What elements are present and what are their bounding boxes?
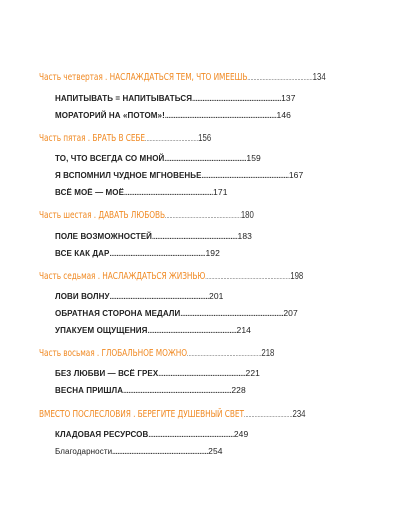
toc-chapter-title: Благодарности [55, 447, 113, 456]
toc-part-title: Часть шестая . ДАВАТЬ ЛЮБОВЬ [39, 210, 165, 221]
toc-page-number: 159 [246, 153, 261, 163]
toc-chapter-entry[interactable] [55, 110, 291, 120]
toc-chapter-title: Я ВСПОМНИЛ ЧУДНОЕ МГНОВЕНЬЕ [55, 171, 202, 180]
toc-leader-dots: ......................................................... [109, 294, 210, 301]
toc-chapter-title: ЛОВИ ВОЛНУ [55, 292, 110, 301]
toc-chapter-title: МОРАТОРИЙ НА «ПОТОМ»! [55, 111, 165, 120]
toc-part-title: ВМЕСТО ПОСЛЕСЛОВИЯ . БЕРЕГИТЕ ДУШЕВНЫЙ СВЕТ [39, 409, 244, 420]
toc-leader-dots: .................................................. [164, 213, 241, 220]
toc-chapter-entry[interactable] [55, 153, 261, 163]
toc-part-entry[interactable] [39, 72, 335, 83]
toc-chapter-title: ВСЁ МОЁ — МОЁ [55, 188, 125, 197]
toc-chapter-title: НАПИТЫВАТЬ = НАПИТЫВАТЬСЯ [55, 94, 193, 103]
toc-part-entry[interactable] [39, 409, 359, 420]
toc-chapter-entry[interactable] [55, 187, 228, 197]
toc-leader-dots: ................................................. [148, 432, 234, 439]
toc-leader-dots: ................................................... [124, 190, 214, 197]
toc-page-number: 156 [198, 133, 212, 144]
toc-leader-dots: ................................ [243, 412, 293, 419]
toc-page-number: 228 [231, 385, 246, 395]
toc-leader-dots: ........................................................... [180, 311, 284, 318]
toc-part-entry[interactable] [39, 210, 320, 221]
toc-leader-dots: ....................................................... [109, 251, 206, 258]
toc-page-number: 180 [240, 210, 254, 221]
toc-chapter-entry[interactable] [55, 291, 224, 301]
toc-page-number: 218 [261, 348, 275, 359]
toc-page-number: 171 [213, 187, 228, 197]
toc-leader-dots: .................................................. [201, 173, 289, 180]
toc-chapter-title: КЛАДОВАЯ РЕСУРСОВ [55, 430, 149, 439]
toc-page-number: 137 [281, 93, 296, 103]
toc-part-entry[interactable] [39, 133, 304, 144]
toc-chapter-title: ВЕСНА ПРИШЛА [55, 386, 124, 395]
toc-chapter-entry[interactable] [55, 170, 303, 180]
toc-page-number: 254 [208, 446, 223, 456]
toc-leader-dots: ........................................................ [205, 274, 291, 281]
toc-part-title: Часть пятая . БРАТЬ В СЕБЕ [39, 133, 146, 144]
toc-chapter-title: ПОЛЕ ВОЗМОЖНОСТЕЙ [55, 232, 153, 241]
toc-leader-dots: ................................................. [187, 351, 262, 358]
toc-page-number: 234 [292, 409, 306, 420]
toc-chapter-title: ТО, ЧТО ВСЕГДА СО МНОЙ [55, 154, 165, 163]
toc-part-title: Часть четвертая . НАСЛАЖДАТЬСЯ ТЕМ, ЧТО ИМЕЕШЬ [39, 72, 248, 83]
toc-chapter-entry[interactable] [55, 93, 296, 103]
toc-page-number: 146 [276, 110, 292, 120]
toc-chapter-entry[interactable] [55, 446, 223, 456]
toc-chapter-entry[interactable] [55, 368, 260, 378]
toc-chapter-entry[interactable] [55, 325, 251, 335]
toc-page-number: 167 [288, 170, 304, 180]
toc-leader-dots: ................................................... [192, 96, 282, 103]
toc-chapter-title: УПАКУЕМ ОЩУЩЕНИЯ [55, 326, 148, 335]
toc-chapter-entry[interactable] [55, 429, 248, 439]
toc-page-number: 214 [236, 325, 251, 335]
toc-chapter-title: ОБРАТНАЯ СТОРОНА МЕДАЛИ [55, 309, 181, 318]
toc-page-number: 134 [312, 72, 326, 83]
toc-leader-dots: ................................................... [147, 328, 237, 335]
toc-page-number: 198 [290, 271, 304, 282]
toc-part-title: Часть восьмая . ГЛОБАЛЬНОЕ МОЖНО [39, 348, 188, 359]
toc-page-number: 201 [209, 291, 224, 301]
toc-page-number: 207 [283, 308, 298, 318]
toc-leader-dots: ....................................................... [112, 449, 209, 456]
toc-part-entry[interactable] [39, 348, 320, 359]
toc-leader-dots: ................................... [145, 136, 199, 143]
toc-chapter-title: ВСЕ КАК ДАР [55, 249, 110, 258]
toc-chapter-entry[interactable] [55, 248, 220, 258]
toc-leader-dots: .................................................. [158, 371, 246, 378]
toc-page-number: 183 [237, 231, 253, 241]
toc-part-title: Часть седьмая . НАСЛАЖДАТЬСЯ ЖИЗНЬЮ [39, 271, 206, 282]
toc-chapter-entry[interactable] [55, 231, 252, 241]
toc-leader-dots: ................................................................ [164, 113, 277, 120]
toc-page-number: 249 [233, 429, 249, 439]
toc-page-number: 221 [245, 368, 261, 378]
toc-page-number: 192 [205, 248, 220, 258]
toc-leader-dots: ........................................... [247, 75, 313, 82]
toc-leader-dots: .............................................................. [123, 388, 232, 395]
toc-chapter-entry[interactable] [55, 308, 298, 318]
toc-leader-dots: ................................................. [152, 234, 238, 241]
toc-chapter-title: БЕЗ ЛЮБВИ — ВСЁ ГРЕХ [55, 369, 159, 378]
toc-leader-dots: ............................................... [164, 156, 247, 163]
toc-chapter-entry[interactable] [55, 385, 246, 395]
toc-part-entry[interactable] [39, 271, 343, 282]
